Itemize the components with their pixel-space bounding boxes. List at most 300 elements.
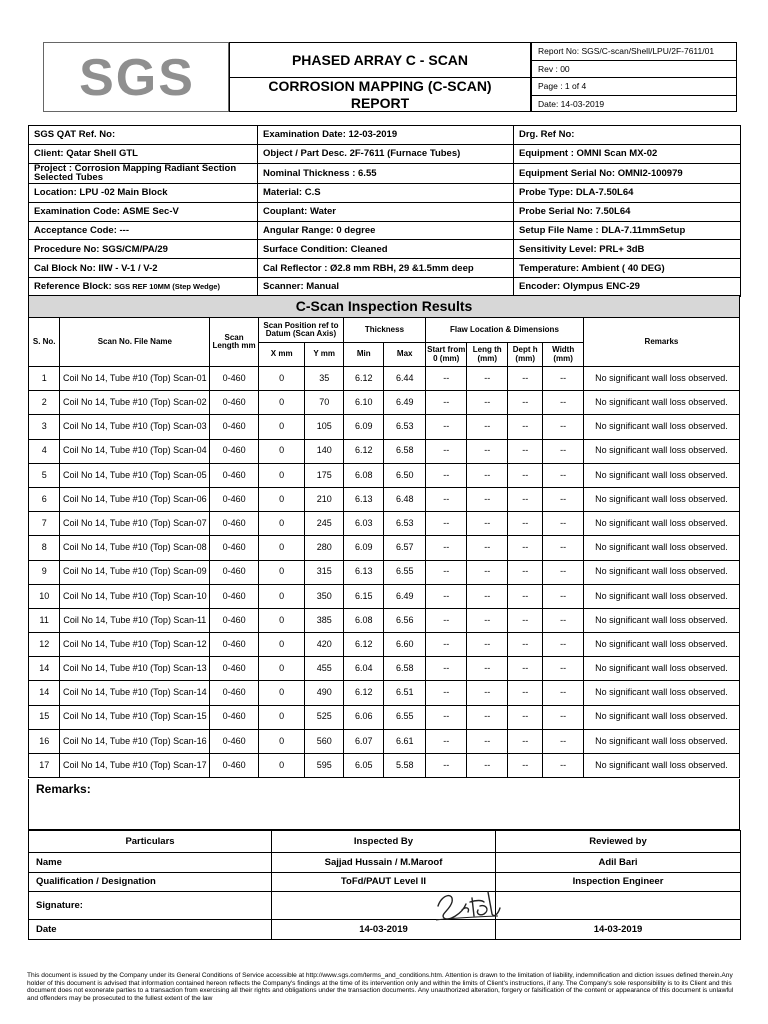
signoff-date-row — [29, 920, 741, 940]
x-cell: 0 — [258, 512, 305, 536]
drg-ref: Drg. Ref No: — [514, 126, 741, 145]
results-body — [29, 367, 740, 778]
remark-cell: No significant wall loss observed. — [583, 633, 739, 657]
max-thickness-cell: 5.58 — [384, 754, 426, 778]
reviewer-qualification: Inspection Engineer — [496, 872, 741, 892]
depth-cell: -- — [507, 584, 542, 608]
scan-length-cell: 0-460 — [210, 754, 259, 778]
signoff-signature-row — [29, 892, 741, 920]
probe-type: Probe Type: DLA-7.50L64 — [514, 183, 741, 202]
report-subtitle-line2: REPORT — [350, 94, 410, 111]
start-cell: -- — [425, 754, 467, 778]
y-cell: 245 — [305, 512, 343, 536]
table-row — [29, 657, 740, 681]
x-cell: 0 — [258, 439, 305, 463]
sno-cell: 9 — [29, 560, 60, 584]
max-thickness-cell: 6.53 — [384, 512, 426, 536]
width-cell: -- — [543, 729, 584, 753]
table-row — [29, 681, 740, 705]
y-cell: 385 — [305, 608, 343, 632]
min-thickness-cell: 6.08 — [343, 608, 384, 632]
max-thickness-cell: 6.55 — [384, 705, 426, 729]
length-cell: -- — [467, 681, 508, 705]
sno-cell: 15 — [29, 705, 60, 729]
x-cell: 0 — [258, 584, 305, 608]
length-cell: -- — [467, 439, 508, 463]
remark-cell: No significant wall loss observed. — [583, 487, 739, 511]
x-cell: 0 — [258, 560, 305, 584]
x-cell: 0 — [258, 608, 305, 632]
table-row — [29, 705, 740, 729]
length-cell: -- — [467, 367, 508, 391]
info-row — [29, 221, 741, 240]
examination-date: Examination Date: 12-03-2019 — [258, 126, 514, 145]
remark-cell: No significant wall loss observed. — [583, 560, 739, 584]
info-row — [29, 126, 741, 145]
info-row — [29, 183, 741, 202]
acceptance-code: Acceptance Code: --- — [29, 221, 258, 240]
min-thickness-cell: 6.13 — [343, 560, 384, 584]
col-scan-position: Scan Position ref to Datum (Scan Axis) — [258, 318, 343, 343]
sno-cell: 10 — [29, 584, 60, 608]
inspected-by-header: Inspected By — [272, 831, 496, 853]
start-cell: -- — [425, 608, 467, 632]
report-meta — [531, 42, 737, 112]
min-thickness-cell: 6.09 — [343, 536, 384, 560]
y-cell: 420 — [305, 633, 343, 657]
report-date: Date: 14-03-2019 — [538, 99, 605, 110]
scan-length-cell: 0-460 — [210, 681, 259, 705]
max-thickness-cell: 6.51 — [384, 681, 426, 705]
length-cell: -- — [467, 415, 508, 439]
x-cell: 0 — [258, 391, 305, 415]
info-row — [29, 240, 741, 259]
min-thickness-cell: 6.05 — [343, 754, 384, 778]
file-name-cell: Coil No 14, Tube #10 (Top) Scan-16 — [60, 729, 210, 753]
sno-cell: 2 — [29, 391, 60, 415]
sno-cell: 3 — [29, 415, 60, 439]
max-thickness-cell: 6.58 — [384, 657, 426, 681]
y-cell: 105 — [305, 415, 343, 439]
max-thickness-cell: 6.58 — [384, 439, 426, 463]
width-cell: -- — [543, 657, 584, 681]
x-cell: 0 — [258, 415, 305, 439]
sno-cell: 6 — [29, 487, 60, 511]
remark-cell: No significant wall loss observed. — [583, 439, 739, 463]
location: Location: LPU -02 Main Block — [29, 183, 258, 202]
cal-reflector: Cal Reflector : Ø2.8 mm RBH, 29 &1.5mm deep — [258, 259, 514, 278]
max-thickness-cell: 6.44 — [384, 367, 426, 391]
width-cell: -- — [543, 608, 584, 632]
y-cell: 210 — [305, 487, 343, 511]
sno-cell: 1 — [29, 367, 60, 391]
length-cell: -- — [467, 705, 508, 729]
width-cell: -- — [543, 633, 584, 657]
y-cell: 490 — [305, 681, 343, 705]
legal-disclaimer: This document is issued by the Company under its General Conditions of Service accessible at http://www.sgs.com/terms_and_conditions.htm. Attention is drawn to the limitation of liability, indemnification and diction issues defined therein.Any holder of this document is advised that information contained hereon reflects the Company's findings at the time of its intervention only and within the limits of Client's instructions, if any. The Company's sole responsibility is to its Client and this document does not exonerate parties to a transaction from exercising all their rights and obligations under the transaction documents. Any unauthorized alteration, forgery or falsification of the content or appearance of this document is unlawful and offenders may be prosecuted to the fullest extent of the law — [27, 972, 734, 1002]
equipment: Equipment : OMNI Scan MX-02 — [514, 144, 741, 163]
min-thickness-cell: 6.12 — [343, 633, 384, 657]
depth-cell: -- — [507, 512, 542, 536]
particulars-header: Particulars — [29, 831, 272, 853]
file-name-cell: Coil No 14, Tube #10 (Top) Scan-01 — [60, 367, 210, 391]
sno-cell: 12 — [29, 633, 60, 657]
signature-label: Signature: — [29, 892, 272, 920]
examination-code: Examination Code: ASME Sec-V — [29, 202, 258, 221]
table-row — [29, 512, 740, 536]
results-header-row — [29, 318, 740, 343]
remark-cell: No significant wall loss observed. — [583, 415, 739, 439]
table-row — [29, 584, 740, 608]
length-cell: -- — [467, 633, 508, 657]
length-cell: -- — [467, 512, 508, 536]
sno-cell: 4 — [29, 439, 60, 463]
sno-cell: 8 — [29, 536, 60, 560]
length-cell: -- — [467, 463, 508, 487]
width-cell: -- — [543, 487, 584, 511]
width-cell: -- — [543, 415, 584, 439]
col-y: Y mm — [305, 343, 343, 367]
min-thickness-cell: 6.04 — [343, 657, 384, 681]
file-name-cell: Coil No 14, Tube #10 (Top) Scan-03 — [60, 415, 210, 439]
remark-cell: No significant wall loss observed. — [583, 512, 739, 536]
table-row — [29, 608, 740, 632]
signoff-name-row — [29, 853, 741, 873]
info-row — [29, 163, 741, 183]
min-thickness-cell: 6.08 — [343, 463, 384, 487]
max-thickness-cell: 6.48 — [384, 487, 426, 511]
depth-cell: -- — [507, 657, 542, 681]
file-name-cell: Coil No 14, Tube #10 (Top) Scan-11 — [60, 608, 210, 632]
sno-cell: 11 — [29, 608, 60, 632]
depth-cell: -- — [507, 754, 542, 778]
remark-cell: No significant wall loss observed. — [583, 657, 739, 681]
handwritten-signature — [432, 884, 504, 924]
max-thickness-cell: 6.56 — [384, 608, 426, 632]
sno-cell: 16 — [29, 729, 60, 753]
scan-length-cell: 0-460 — [210, 391, 259, 415]
remark-cell: No significant wall loss observed. — [583, 754, 739, 778]
info-row — [29, 202, 741, 221]
table-row — [29, 463, 740, 487]
remarks-label: Remarks: — [36, 782, 91, 796]
signoff-qualification-row — [29, 872, 741, 892]
sno-cell: 14 — [29, 657, 60, 681]
max-thickness-cell: 6.61 — [384, 729, 426, 753]
report-subtitle — [230, 78, 530, 111]
date-label: Date — [29, 920, 272, 940]
report-subtitle-line1: CORROSION MAPPING (C-SCAN) — [268, 77, 492, 94]
scan-length-cell: 0-460 — [210, 729, 259, 753]
length-cell: -- — [467, 560, 508, 584]
start-cell: -- — [425, 415, 467, 439]
min-thickness-cell: 6.07 — [343, 729, 384, 753]
max-thickness-cell: 6.49 — [384, 584, 426, 608]
width-cell: -- — [543, 560, 584, 584]
table-row — [29, 560, 740, 584]
file-name-cell: Coil No 14, Tube #10 (Top) Scan-04 — [60, 439, 210, 463]
couplant: Couplant: Water — [258, 202, 514, 221]
cal-block: Cal Block No: IIW - V-1 / V-2 — [29, 259, 258, 278]
col-start: Start from 0 (mm) — [425, 343, 467, 367]
length-cell: -- — [467, 391, 508, 415]
depth-cell: -- — [507, 439, 542, 463]
min-thickness-cell: 6.15 — [343, 584, 384, 608]
col-max: Max — [384, 343, 426, 367]
start-cell: -- — [425, 705, 467, 729]
file-name-cell: Coil No 14, Tube #10 (Top) Scan-07 — [60, 512, 210, 536]
scan-length-cell: 0-460 — [210, 608, 259, 632]
object-desc: Object / Part Desc. 2F-7611 (Furnace Tubes) — [258, 144, 514, 163]
scan-length-cell: 0-460 — [210, 415, 259, 439]
start-cell: -- — [425, 560, 467, 584]
remark-cell: No significant wall loss observed. — [583, 681, 739, 705]
table-row — [29, 754, 740, 778]
remarks-box — [28, 779, 740, 830]
col-scan-length: Scan Length mm — [210, 318, 259, 367]
reviewer-date: 14-03-2019 — [496, 920, 741, 940]
table-row — [29, 367, 740, 391]
procedure-no: Procedure No: SGS/CM/PA/29 — [29, 240, 258, 259]
info-row — [29, 259, 741, 278]
scan-length-cell: 0-460 — [210, 657, 259, 681]
depth-cell: -- — [507, 608, 542, 632]
remark-cell: No significant wall loss observed. — [583, 463, 739, 487]
min-thickness-cell: 6.12 — [343, 681, 384, 705]
start-cell: -- — [425, 657, 467, 681]
width-cell: -- — [543, 439, 584, 463]
surface-condition: Surface Condition: Cleaned — [258, 240, 514, 259]
table-row — [29, 633, 740, 657]
sno-cell: 5 — [29, 463, 60, 487]
x-cell: 0 — [258, 705, 305, 729]
length-cell: -- — [467, 754, 508, 778]
file-name-cell: Coil No 14, Tube #10 (Top) Scan-10 — [60, 584, 210, 608]
remark-cell: No significant wall loss observed. — [583, 584, 739, 608]
depth-cell: -- — [507, 681, 542, 705]
reference-block-label: Reference Block: — [34, 281, 112, 293]
remark-cell: No significant wall loss observed. — [583, 536, 739, 560]
width-cell: -- — [543, 681, 584, 705]
length-cell: -- — [467, 536, 508, 560]
inspector-date: 14-03-2019 — [272, 920, 496, 940]
page-number: Page : 1 of 4 — [532, 78, 736, 96]
width-cell: -- — [543, 512, 584, 536]
width-cell: -- — [543, 705, 584, 729]
col-width: Width (mm) — [543, 343, 584, 367]
y-cell: 350 — [305, 584, 343, 608]
col-flaw: Flaw Location & Dimensions — [425, 318, 583, 343]
depth-cell: -- — [507, 463, 542, 487]
start-cell: -- — [425, 536, 467, 560]
table-row — [29, 536, 740, 560]
scanner: Scanner: Manual — [258, 278, 514, 297]
file-name-cell: Coil No 14, Tube #10 (Top) Scan-09 — [60, 560, 210, 584]
remark-cell: No significant wall loss observed. — [583, 608, 739, 632]
file-name-cell: Coil No 14, Tube #10 (Top) Scan-12 — [60, 633, 210, 657]
x-cell: 0 — [258, 463, 305, 487]
project: Project : Corrosion Mapping Radiant Section Selected Tubes — [29, 163, 258, 183]
y-cell: 70 — [305, 391, 343, 415]
setup-file: Setup File Name : DLA-7.11mmSetup — [514, 221, 741, 240]
min-thickness-cell: 6.06 — [343, 705, 384, 729]
width-cell: -- — [543, 391, 584, 415]
report-number: Report No: SGS/C-scan/Shell/LPU/2F-7611/01 — [532, 43, 736, 61]
min-thickness-cell: 6.12 — [343, 439, 384, 463]
scan-length-cell: 0-460 — [210, 705, 259, 729]
client: Client: Qatar Shell GTL — [29, 144, 258, 163]
width-cell: -- — [543, 584, 584, 608]
sgs-logo: SGS — [72, 51, 202, 105]
y-cell: 140 — [305, 439, 343, 463]
file-name-cell: Coil No 14, Tube #10 (Top) Scan-06 — [60, 487, 210, 511]
sensitivity-level: Sensitivity Level: PRL+ 3dB — [514, 240, 741, 259]
length-cell: -- — [467, 729, 508, 753]
file-name-cell: Coil No 14, Tube #10 (Top) Scan-14 — [60, 681, 210, 705]
sno-cell: 17 — [29, 754, 60, 778]
depth-cell: -- — [507, 729, 542, 753]
qat-ref: SGS QAT Ref. No: — [29, 126, 258, 145]
col-min: Min — [343, 343, 384, 367]
max-thickness-cell: 6.49 — [384, 391, 426, 415]
y-cell: 595 — [305, 754, 343, 778]
y-cell: 455 — [305, 657, 343, 681]
table-row — [29, 391, 740, 415]
start-cell: -- — [425, 439, 467, 463]
x-cell: 0 — [258, 367, 305, 391]
equipment-serial: Equipment Serial No: OMNI2-100979 — [514, 163, 741, 183]
y-cell: 280 — [305, 536, 343, 560]
start-cell: -- — [425, 729, 467, 753]
x-cell: 0 — [258, 729, 305, 753]
col-remarks: Remarks — [583, 318, 739, 367]
x-cell: 0 — [258, 633, 305, 657]
max-thickness-cell: 6.57 — [384, 536, 426, 560]
reviewer-name: Adil Bari — [496, 853, 741, 873]
min-thickness-cell: 6.10 — [343, 391, 384, 415]
qualification-label: Qualification / Designation — [29, 872, 272, 892]
scan-length-cell: 0-460 — [210, 633, 259, 657]
report-title: PHASED ARRAY C - SCAN — [230, 43, 530, 78]
scan-length-cell: 0-460 — [210, 512, 259, 536]
width-cell: -- — [543, 754, 584, 778]
min-thickness-cell: 6.13 — [343, 487, 384, 511]
width-cell: -- — [543, 536, 584, 560]
table-row — [29, 439, 740, 463]
depth-cell: -- — [507, 415, 542, 439]
width-cell: -- — [543, 463, 584, 487]
remark-cell: No significant wall loss observed. — [583, 391, 739, 415]
revision: Rev : 00 — [532, 61, 736, 79]
file-name-cell: Coil No 14, Tube #10 (Top) Scan-17 — [60, 754, 210, 778]
x-cell: 0 — [258, 681, 305, 705]
temperature: Temperature: Ambient ( 40 DEG) — [514, 259, 741, 278]
results-table — [28, 295, 740, 778]
signoff-table — [28, 830, 741, 940]
y-cell: 315 — [305, 560, 343, 584]
info-row — [29, 278, 741, 297]
depth-cell: -- — [507, 633, 542, 657]
sno-cell: 7 — [29, 512, 60, 536]
length-cell: -- — [467, 487, 508, 511]
col-length: Leng th (mm) — [467, 343, 508, 367]
max-thickness-cell: 6.60 — [384, 633, 426, 657]
col-depth: Dept h (mm) — [507, 343, 542, 367]
x-cell: 0 — [258, 487, 305, 511]
scan-length-cell: 0-460 — [210, 367, 259, 391]
y-cell: 35 — [305, 367, 343, 391]
reviewed-by-header: Reviewed by — [496, 831, 741, 853]
scan-length-cell: 0-460 — [210, 439, 259, 463]
start-cell: -- — [425, 633, 467, 657]
logo-box — [43, 42, 229, 112]
file-name-cell: Coil No 14, Tube #10 (Top) Scan-13 — [60, 657, 210, 681]
start-cell: -- — [425, 487, 467, 511]
min-thickness-cell: 6.03 — [343, 512, 384, 536]
signoff-header-row — [29, 831, 741, 853]
max-thickness-cell: 6.53 — [384, 415, 426, 439]
x-cell: 0 — [258, 754, 305, 778]
col-x: X mm — [258, 343, 305, 367]
start-cell: -- — [425, 367, 467, 391]
length-cell: -- — [467, 584, 508, 608]
depth-cell: -- — [507, 367, 542, 391]
reference-block — [29, 278, 258, 297]
reviewer-signature-cell — [496, 892, 741, 920]
report-title-box — [229, 42, 531, 112]
start-cell: -- — [425, 681, 467, 705]
encoder: Encoder: Olympus ENC-29 — [514, 278, 741, 297]
start-cell: -- — [425, 584, 467, 608]
scan-length-cell: 0-460 — [210, 584, 259, 608]
table-row — [29, 415, 740, 439]
depth-cell: -- — [507, 705, 542, 729]
nominal-thickness: Nominal Thickness : 6.55 — [258, 163, 514, 183]
file-name-cell: Coil No 14, Tube #10 (Top) Scan-08 — [60, 536, 210, 560]
sno-cell: 14 — [29, 681, 60, 705]
scan-length-cell: 0-460 — [210, 463, 259, 487]
info-row — [29, 144, 741, 163]
results-banner — [29, 296, 740, 318]
min-thickness-cell: 6.09 — [343, 415, 384, 439]
col-sno: S. No. — [29, 318, 60, 367]
y-cell: 525 — [305, 705, 343, 729]
name-label: Name — [29, 853, 272, 873]
max-thickness-cell: 6.55 — [384, 560, 426, 584]
material: Material: C.S — [258, 183, 514, 202]
remark-cell: No significant wall loss observed. — [583, 705, 739, 729]
start-cell: -- — [425, 391, 467, 415]
inspector-qualification: ToFd/PAUT Level II — [272, 872, 496, 892]
remark-cell: No significant wall loss observed. — [583, 729, 739, 753]
depth-cell: -- — [507, 487, 542, 511]
depth-cell: -- — [507, 560, 542, 584]
file-name-cell: Coil No 14, Tube #10 (Top) Scan-05 — [60, 463, 210, 487]
remark-cell: No significant wall loss observed. — [583, 367, 739, 391]
start-cell: -- — [425, 512, 467, 536]
x-cell: 0 — [258, 657, 305, 681]
depth-cell: -- — [507, 391, 542, 415]
length-cell: -- — [467, 657, 508, 681]
x-cell: 0 — [258, 536, 305, 560]
file-name-cell: Coil No 14, Tube #10 (Top) Scan-02 — [60, 391, 210, 415]
start-cell: -- — [425, 463, 467, 487]
probe-serial: Probe Serial No: 7.50L64 — [514, 202, 741, 221]
y-cell: 175 — [305, 463, 343, 487]
min-thickness-cell: 6.12 — [343, 367, 384, 391]
scan-length-cell: 0-460 — [210, 487, 259, 511]
file-name-cell: Coil No 14, Tube #10 (Top) Scan-15 — [60, 705, 210, 729]
